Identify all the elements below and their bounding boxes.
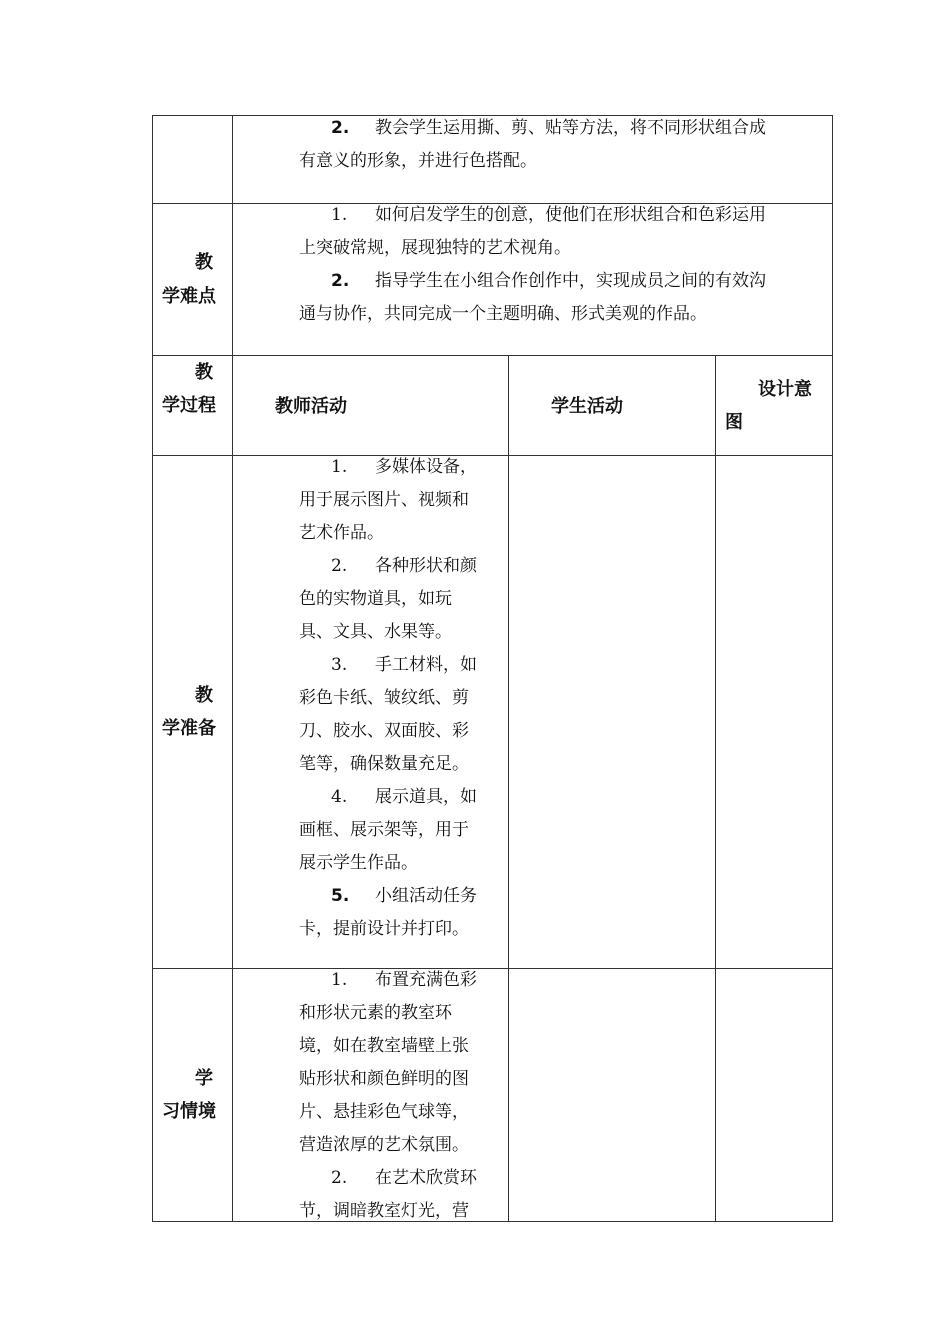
preparation-item-4 — [331, 781, 477, 814]
situation-item-1-line6: 营造浓厚的艺术氛围。 — [299, 1135, 469, 1155]
situation-item-1 — [331, 964, 477, 997]
teacher-activity-header: 教师活动 — [275, 396, 347, 417]
list-text: 小组活动任务 — [375, 886, 477, 906]
process-label-line2: 学过程 — [162, 395, 216, 416]
preparation-item-3-line2: 彩色卡纸、皱纹纸、剪 — [299, 688, 469, 708]
preparation-item-2 — [331, 550, 477, 583]
list-text: 展示道具，如 — [375, 787, 477, 807]
header-teacher-cell — [232, 355, 509, 456]
list-text: 布置充满色彩 — [375, 970, 477, 990]
list-number: 2. — [331, 271, 350, 291]
list-text: 如何启发学生的创意，使他们在形状组合和色彩运用 — [375, 205, 766, 225]
preparation-item-3-line4: 笔等，确保数量充足。 — [299, 754, 469, 774]
design-intent-header-line2: 图 — [725, 412, 743, 433]
difficulties-label-line2: 学难点 — [162, 286, 216, 307]
difficulty-item-2 — [331, 265, 766, 298]
row-objectives-label-cell — [152, 115, 233, 204]
preparation-item-1-line2: 用于展示图片、视频和 — [299, 490, 469, 510]
preparation-item-3-line3: 刀、胶水、双面胶、彩 — [299, 721, 469, 741]
list-number: 5. — [331, 886, 350, 906]
list-text: 手工材料，如 — [375, 655, 477, 675]
design-intent-header-line1: 设计意 — [758, 379, 812, 400]
situation-item-2 — [331, 1162, 477, 1195]
list-number: 2. — [331, 118, 350, 138]
list-text: 多媒体设备， — [375, 457, 477, 477]
preparation-item-1-line3: 艺术作品。 — [299, 523, 384, 543]
situation-label-line1: 学 — [195, 1068, 213, 1089]
situation-item-1-line3: 境，如在教室墙壁上张 — [299, 1036, 469, 1056]
preparation-item-2-line2: 色的实物道具，如玩 — [299, 589, 452, 609]
row-situation-label-cell — [152, 968, 233, 1222]
preparation-item-1 — [331, 451, 477, 484]
difficulty-item-1 — [331, 199, 766, 232]
situation-student-cell — [508, 968, 716, 1222]
list-number: 2. — [331, 556, 348, 576]
process-label-line1: 教 — [195, 362, 213, 383]
situation-label-line2: 习情境 — [162, 1101, 216, 1122]
list-text: 教会学生运用撕、剪、贴等方法，将不同形状组合成 — [375, 118, 766, 138]
preparation-item-4-line3: 展示学生作品。 — [299, 853, 418, 873]
difficulty-item-2-cont: 通与协作，共同完成一个主题明确、形式美观的作品。 — [299, 304, 707, 324]
list-number: 2. — [331, 1168, 348, 1188]
preparation-label-line2: 学准备 — [162, 718, 216, 739]
difficulty-item-1-cont: 上突破常规，展现独特的艺术视角。 — [299, 238, 571, 258]
row-preparation-label-cell — [152, 455, 233, 969]
situation-item-1-line2: 和形状元素的教室环 — [299, 1003, 452, 1023]
preparation-item-5-line2: 卡，提前设计并打印。 — [299, 919, 469, 939]
preparation-item-4-line2: 画框、展示架等，用于 — [299, 820, 469, 840]
list-text: 在艺术欣赏环 — [375, 1168, 477, 1188]
situation-item-1-line4: 贴形状和颜色鲜明的图 — [299, 1069, 469, 1089]
preparation-item-3 — [331, 649, 477, 682]
row-difficulties-label-cell — [152, 203, 233, 356]
list-text: 指导学生在小组合作创作中，实现成员之间的有效沟 — [375, 271, 766, 291]
objective-item-2-cont: 有意义的形象，并进行色搭配。 — [299, 151, 537, 171]
list-text: 各种形状和颜 — [375, 556, 477, 576]
student-activity-header: 学生活动 — [551, 396, 623, 417]
difficulties-label-line1: 教 — [195, 252, 213, 273]
preparation-intent-cell — [715, 455, 833, 969]
situation-intent-cell — [715, 968, 833, 1222]
preparation-item-2-line3: 具、文具、水果等。 — [299, 622, 452, 642]
preparation-student-cell — [508, 455, 716, 969]
objective-item-2 — [331, 112, 766, 145]
preparation-item-5 — [331, 880, 477, 913]
situation-item-2-line2: 节，调暗教室灯光，营 — [299, 1201, 469, 1221]
list-number: 3. — [331, 655, 348, 675]
situation-item-1-line5: 片、悬挂彩色气球等， — [299, 1102, 469, 1122]
list-number: 4. — [331, 787, 348, 807]
header-intent-cell — [715, 355, 833, 456]
list-number: 1. — [331, 970, 348, 990]
preparation-label-line1: 教 — [195, 685, 213, 706]
list-number: 1. — [331, 205, 348, 225]
list-number: 1. — [331, 457, 348, 477]
